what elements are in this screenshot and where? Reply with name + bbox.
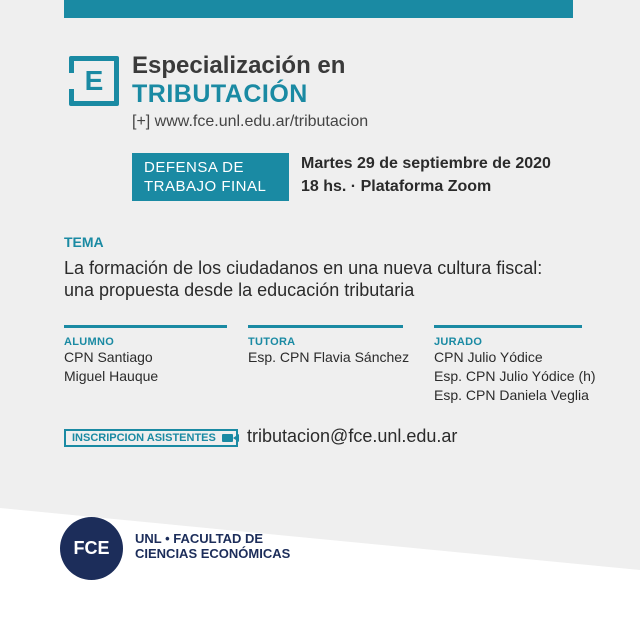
student-divider — [64, 325, 227, 328]
program-title-line2: TRIBUTACIÓN — [132, 80, 308, 108]
topic-line1: La formación de los ciudadanos en una nueva cultura fiscal: — [64, 258, 543, 278]
event-time: 18 hs. · Plataforma Zoom — [301, 178, 492, 195]
fce-logo-text: FCE — [73, 538, 110, 558]
tutor-divider — [248, 325, 403, 328]
defense-badge — [132, 153, 289, 201]
jury-member-2: Esp. CPN Julio Yódice (h) — [434, 368, 596, 384]
student-label: ALUMNO — [64, 336, 115, 348]
registration-button[interactable] — [64, 429, 238, 447]
student-name-line1: CPN Santiago — [64, 349, 153, 365]
jury-divider — [434, 325, 582, 328]
tutor-column — [248, 325, 410, 367]
student-name-line2: Miguel Hauque — [64, 368, 159, 384]
topic-text — [64, 257, 624, 301]
program-website-link[interactable]: [+] www.fce.unl.edu.ar/tributacion — [132, 113, 369, 130]
logo-letter: E — [84, 65, 104, 96]
tutor-label: TUTORA — [248, 336, 296, 348]
event-date: Martes 29 de septiembre de 2020 — [301, 155, 551, 172]
specialization-logo-icon — [69, 56, 119, 106]
fce-logo — [60, 517, 123, 580]
defense-badge-line2: TRABAJO FINAL — [144, 178, 267, 195]
registration-email-link[interactable]: tributacion@fce.unl.edu.ar — [247, 426, 458, 446]
jury-label: JURADO — [434, 336, 483, 348]
student-column — [64, 325, 227, 386]
tutor-name: Esp. CPN Flavia Sánchez — [248, 349, 410, 365]
faculty-name-line2: CIENCIAS ECONÓMICAS — [135, 546, 291, 561]
defense-badge-line1: DEFENSA DE — [144, 159, 245, 176]
jury-column — [434, 325, 596, 405]
video-camera-icon — [222, 433, 239, 443]
program-title-line1: Especialización en — [132, 52, 346, 79]
topic-label: TEMA — [64, 234, 104, 250]
registration-button-label: INSCRIPCION ASISTENTES — [72, 432, 216, 444]
jury-member-1: CPN Julio Yódice — [434, 349, 543, 365]
faculty-name-line1: UNL • FACULTAD DE — [135, 531, 264, 546]
topic-line2: una propuesta desde la educación tributaria — [64, 280, 415, 300]
jury-member-3: Esp. CPN Daniela Veglia — [434, 387, 589, 403]
